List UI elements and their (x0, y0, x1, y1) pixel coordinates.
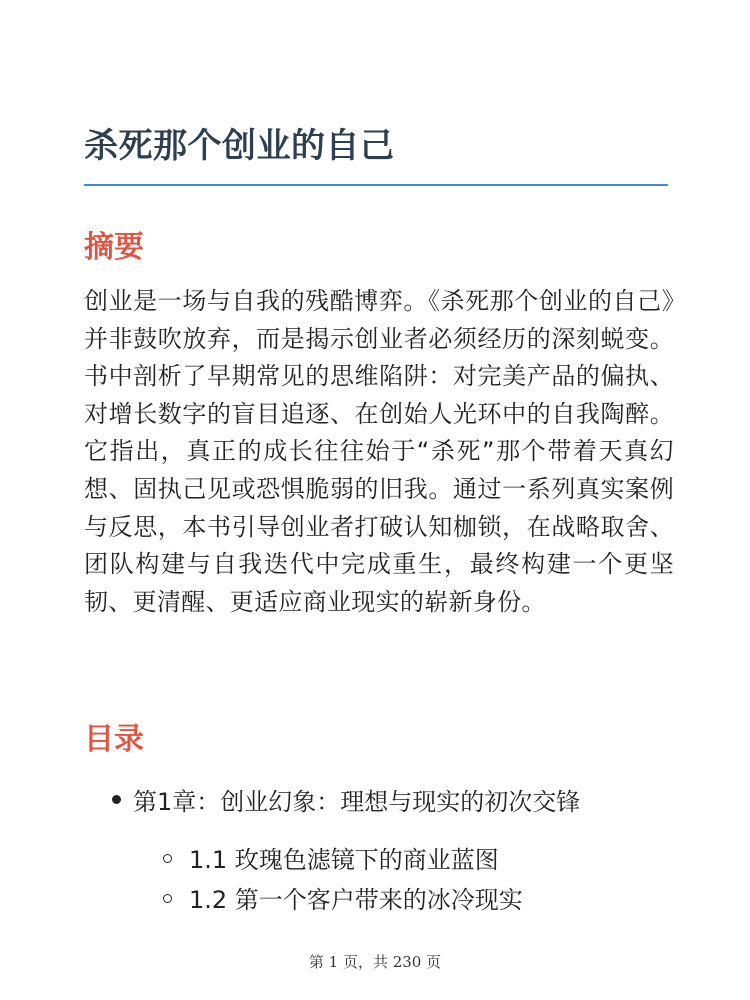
toc-section-1-2[interactable]: 1.2 第一个客户带来的冰冷现实 (189, 886, 523, 914)
bullet-disc-icon (112, 795, 121, 804)
title-divider (84, 184, 668, 186)
bullet-circle-icon (163, 854, 172, 863)
document-title: 杀死那个创业的自己 (84, 126, 395, 166)
abstract-paragraph: 创业是一场与自我的残酷博弈。《杀死那个创业的自己》并非鼓吹放弃，而是揭示创业者必须经历的深刻蜕变。书中剖析了早期常见的思维陷阱：对完美产品的偏执、对增长数字的盲目追逐、在创始人光环中的自我陶醉。它指出，真正的成长往往始于“杀死”那个带着天真幻想、固执己见或恐惧脆弱的旧我。通过一系列真实案例与反思，本书引导创业者打破认知枷锁，在战略取舍、团队构建与自我迭代中完成重生，最终构建一个更坚韧、更清醒、更适应商业现实的崭新身份。 (84, 287, 674, 616)
abstract-heading: 摘要 (84, 230, 144, 265)
toc-section-1-1[interactable]: 1.1 玫瑰色滤镜下的商业蓝图 (189, 846, 499, 874)
toc-chapter-1[interactable]: 第1章：创业幻象：理想与现实的初次交锋 (133, 788, 581, 816)
page-footer: 第 1 页，共 230 页 (308, 953, 442, 971)
bullet-circle-icon (163, 894, 172, 903)
toc-heading: 目录 (84, 722, 144, 757)
